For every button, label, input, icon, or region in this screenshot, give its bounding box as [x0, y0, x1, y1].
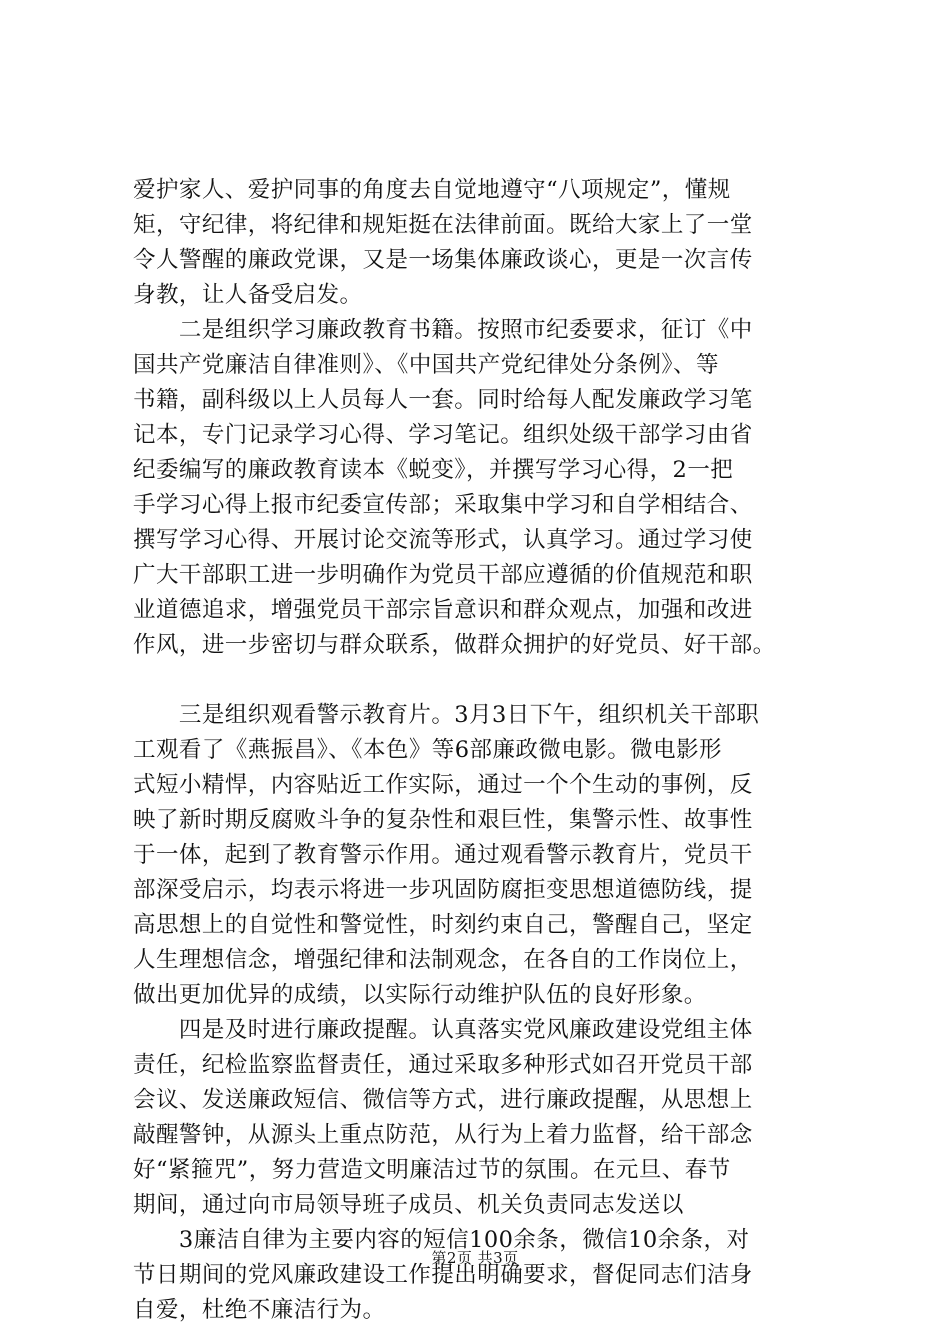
text-line: 人生理想信念，增强纪律和法制观念，在各自的工作岗位上， [133, 947, 753, 973]
text-line: 广大干部职工进一步明确作为党员干部应遵循的价值规范和职 [133, 562, 753, 588]
paragraph-2-start: 二是组织学习廉政教育书籍。按照市纪委要求，征订《中 [133, 317, 753, 343]
text-line: 矩，守纪律，将纪律和规矩挺在法律前面。既给大家上了一堂 [133, 212, 753, 238]
text-line: 令人警醒的廉政党课，又是一场集体廉政谈心，更是一次言传 [133, 247, 753, 273]
text-line: 作风，进一步密切与群众联系，做群众拥护的好党员、好干部。 [133, 632, 776, 658]
text-line: 节日期间的党风廉政建设工作提出明确要求，督促同志们洁身 [133, 1262, 753, 1288]
text-line: 自爱，杜绝不廉洁行为。 [133, 1297, 386, 1323]
text-line: 映了新时期反腐败斗争的复杂性和艰巨性，集警示性、故事性 [133, 807, 753, 833]
text-line: 国共产党廉洁自律准则》、《中国共产党纪律处分条例》、等 [133, 352, 719, 378]
paragraph-4-start: 四是及时进行廉政提醒。认真落实党风廉政建设党组主体 [133, 1017, 753, 1043]
text-line: 好“紧箍咒”，努力营造文明廉洁过节的氛围。在元旦、春节 [133, 1157, 731, 1183]
paragraph-3-start: 三是组织观看警示教育片。3月3日下午，组织机关干部职 [133, 702, 760, 728]
text-line: 部深受启示，均表示将进一步巩固防腐拒变思想道德防线，提 [133, 877, 753, 903]
blank-line [133, 663, 833, 698]
text-line: 手学习心得上报市纪委宣传部；采取集中学习和自学相结合、 [133, 492, 753, 518]
body-text [133, 173, 833, 1328]
text-line: 撰写学习心得、开展讨论交流等形式，认真学习。通过学习使 [133, 527, 753, 553]
paragraph-5-start: 3廉洁自律为主要内容的短信100余条，微信10余条，对 [133, 1227, 750, 1253]
text-line: 身教，让人备受启发。 [133, 282, 363, 308]
page-number-footer: 第2页 共3页 [431, 1249, 519, 1267]
text-line: 敲醒警钟，从源头上重点防范，从行为上着力监督，给干部念 [133, 1122, 753, 1148]
text-line: 于一体，起到了教育警示作用。通过观看警示教育片，党员干 [133, 842, 753, 868]
text-line: 记本，专门记录学习心得、学习笔记。组织处级干部学习由省 [133, 422, 753, 448]
text-line: 做出更加优异的成绩，以实际行动维护队伍的良好形象。 [133, 982, 707, 1008]
text-line: 业道德追求，增强党员干部宗旨意识和群众观点，加强和改进 [133, 597, 753, 623]
text-line: 高思想上的自觉性和警觉性，时刻约束自己，警醒自己，坚定 [133, 912, 753, 938]
text-line: 会议、发送廉政短信、微信等方式，进行廉政提醒，从思想上 [133, 1087, 753, 1113]
text-line: 责任，纪检监察监督责任，通过采取多种形式如召开党员干部 [133, 1052, 753, 1078]
text-line: 工观看了《燕振昌》、《本色》等6部廉政微电影。微电影形 [133, 737, 722, 763]
text-line: 纪委编写的廉政教育读本《蜕变》，并撰写学习心得，2一把 [133, 457, 734, 483]
text-line: 爱护家人、爱护同事的角度去自觉地遵守“八项规定”，懂规 [133, 177, 731, 203]
text-line: 式短小精悍，内容贴近工作实际，通过一个个生动的事例，反 [133, 772, 753, 798]
text-line: 期间，通过向市局领导班子成员、机关负责同志发送以 [133, 1192, 684, 1218]
text-line: 书籍，副科级以上人员每人一套。同时给每人配发廉政学习笔 [133, 387, 753, 413]
